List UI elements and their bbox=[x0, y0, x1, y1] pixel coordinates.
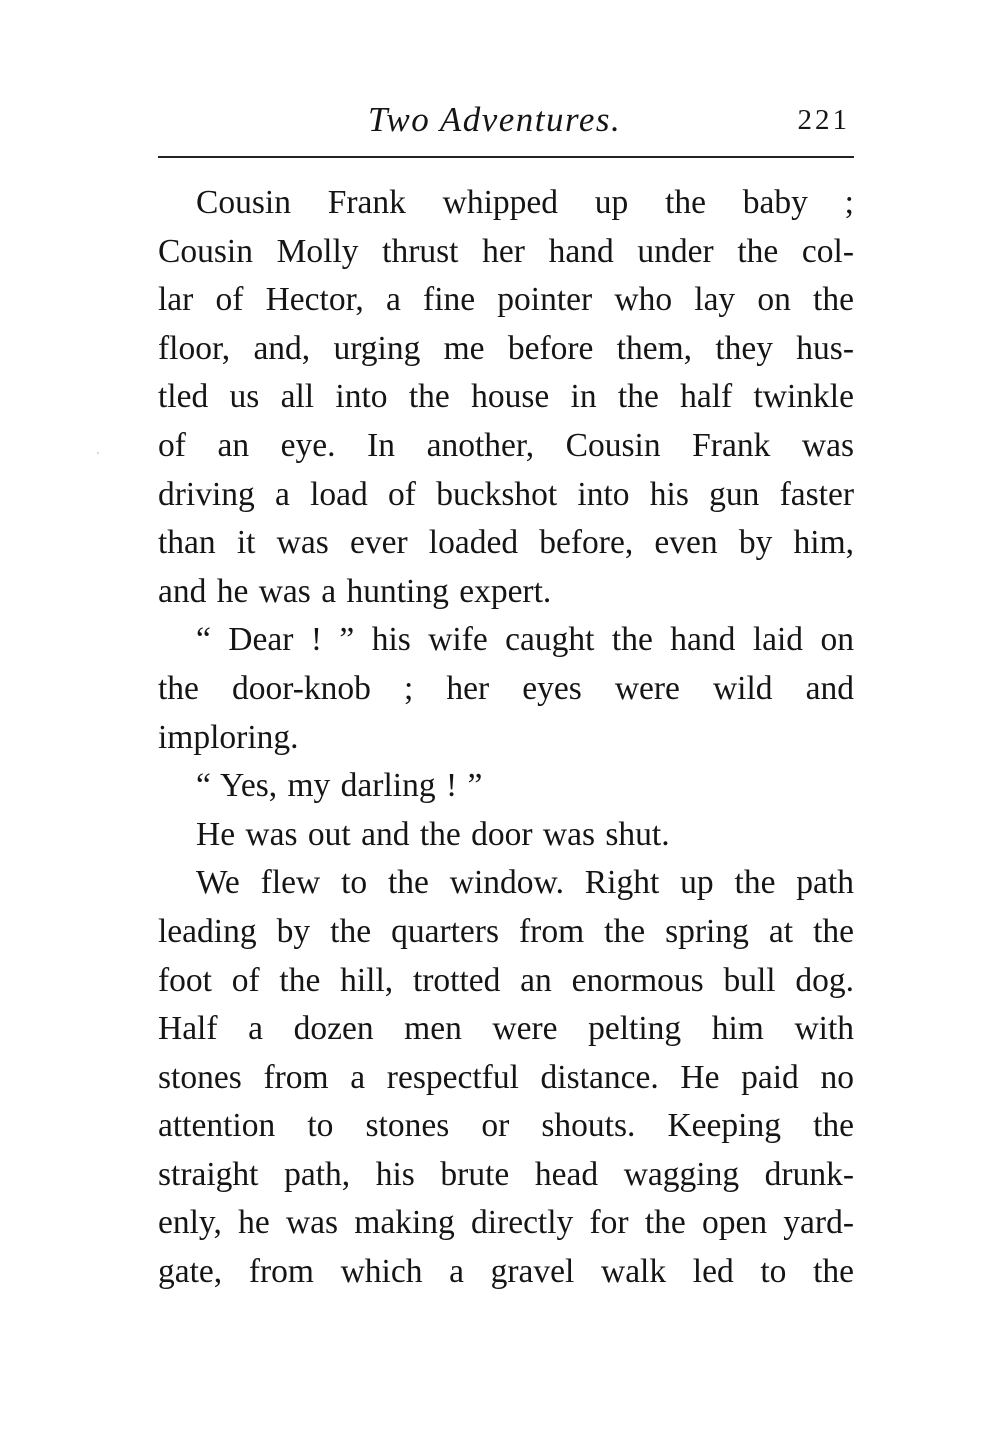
text-line: He was out and the door was shut. bbox=[196, 815, 670, 853]
text-line: Cousin Molly thrust her hand under the col- bbox=[158, 232, 854, 270]
text-line: leading by the quarters from the spring at the bbox=[158, 912, 854, 950]
text-line: enly, he was making directly for the open yard- bbox=[158, 1204, 854, 1242]
text-line: than it was ever loaded before, even by him, bbox=[158, 524, 854, 562]
page-header bbox=[158, 96, 854, 144]
header-rule bbox=[158, 156, 854, 158]
text-line: imploring. bbox=[158, 718, 299, 756]
text-line: Half a dozen men were pelting him with bbox=[158, 1010, 854, 1048]
text-line: the door-knob ; her eyes were wild and bbox=[158, 669, 854, 707]
paper-speck bbox=[97, 452, 99, 454]
text-line: attention to stones or shouts. Keeping the bbox=[158, 1107, 854, 1145]
body-text bbox=[158, 179, 854, 1297]
text-line: floor, and, urging me before them, they hus- bbox=[158, 329, 854, 367]
text-line: We flew to the window. Right up the path bbox=[196, 864, 854, 902]
text-line: Cousin Frank whipped up the baby ; bbox=[196, 184, 854, 221]
text-line: tled us all into the house in the half twinkle bbox=[158, 378, 854, 416]
text-line: driving a load of buckshot into his gun faster bbox=[158, 475, 854, 513]
text-line: lar of Hector, a fine pointer who lay on the bbox=[158, 281, 854, 319]
text-line: foot of the hill, trotted an enormous bull dog. bbox=[158, 961, 854, 999]
text-line: gate, from which a gravel walk led to the bbox=[158, 1253, 854, 1291]
text-line: “ Dear ! ” his wife caught the hand laid on bbox=[196, 621, 854, 659]
running-title: Two Adventures. bbox=[368, 100, 622, 139]
text-line: straight path, his brute head wagging drunk- bbox=[158, 1155, 854, 1193]
text-line: of an eye. In another, Cousin Frank was bbox=[158, 426, 854, 464]
text-line: stones from a respectful distance. He paid no bbox=[158, 1058, 854, 1096]
text-line: “ Yes, my darling ! ” bbox=[196, 767, 483, 805]
page-number: 221 bbox=[797, 104, 850, 136]
text-line: and he was a hunting expert. bbox=[158, 572, 552, 610]
